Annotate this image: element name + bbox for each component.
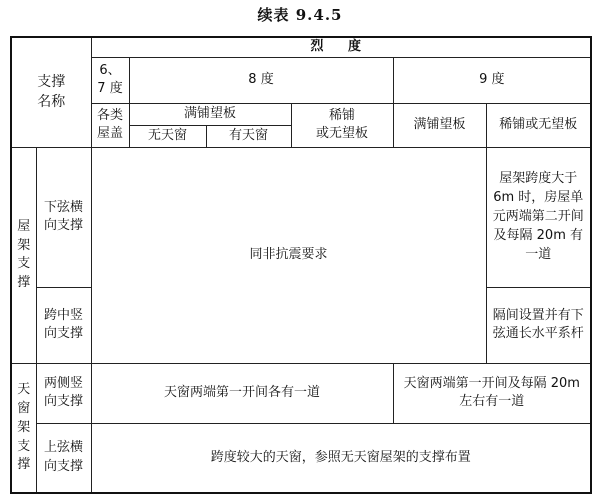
support-requirements-table — [10, 36, 592, 494]
skylight-frame-group-label: 天窗架支撑 — [11, 363, 36, 493]
lower-chord-label: 下弦横 向支撑 — [36, 147, 91, 287]
support-name-header: 支撑 名称 — [11, 37, 91, 147]
same-as-non-seismic-cell: 同非抗震要求 — [91, 147, 486, 363]
sparse-or-none-8-header: 稀铺 或无望板 — [291, 103, 393, 147]
mid-span-9-note: 隔间设置并有下弦通长水平系杆 — [486, 287, 591, 363]
sparse-or-none-9-header: 稀铺或无望板 — [486, 103, 591, 147]
mid-span-label: 跨中竖 向支撑 — [36, 287, 91, 363]
upper-chord-cell: 跨度较大的天窗，参照无天窗屋架的支撑布置 — [91, 423, 591, 493]
with-skylight-header: 有天窗 — [206, 125, 291, 147]
no-skylight-header: 无天窗 — [129, 125, 206, 147]
roof-truss-group-label: 屋架支撑 — [11, 147, 36, 363]
roof-cover-header: 各类 屋盖 — [91, 103, 129, 147]
side-vertical-9-cell: 天窗两端第一开间及每隔 20m 左右有一道 — [393, 363, 591, 423]
lower-chord-9-note: 屋架跨度大于 6m 时，房屋单元两端第二开间及每隔 20m 有一道 — [486, 147, 591, 287]
table-caption: 续表 9.4.5 — [257, 6, 343, 24]
intensity-6-7-header: 6、 7 度 — [91, 57, 129, 103]
full-shaping-9-header: 满铺望板 — [393, 103, 486, 147]
intensity-header: 烈 度 — [91, 37, 591, 57]
intensity-9-header: 9 度 — [393, 57, 591, 103]
intensity-8-header: 8 度 — [129, 57, 393, 103]
side-vertical-6-8-cell: 天窗两端第一开间各有一道 — [91, 363, 393, 423]
side-vertical-label: 两侧竖 向支撑 — [36, 363, 91, 423]
full-shaping-8-header: 满铺望板 — [129, 103, 291, 125]
upper-chord-label: 上弦横 向支撑 — [36, 423, 91, 493]
